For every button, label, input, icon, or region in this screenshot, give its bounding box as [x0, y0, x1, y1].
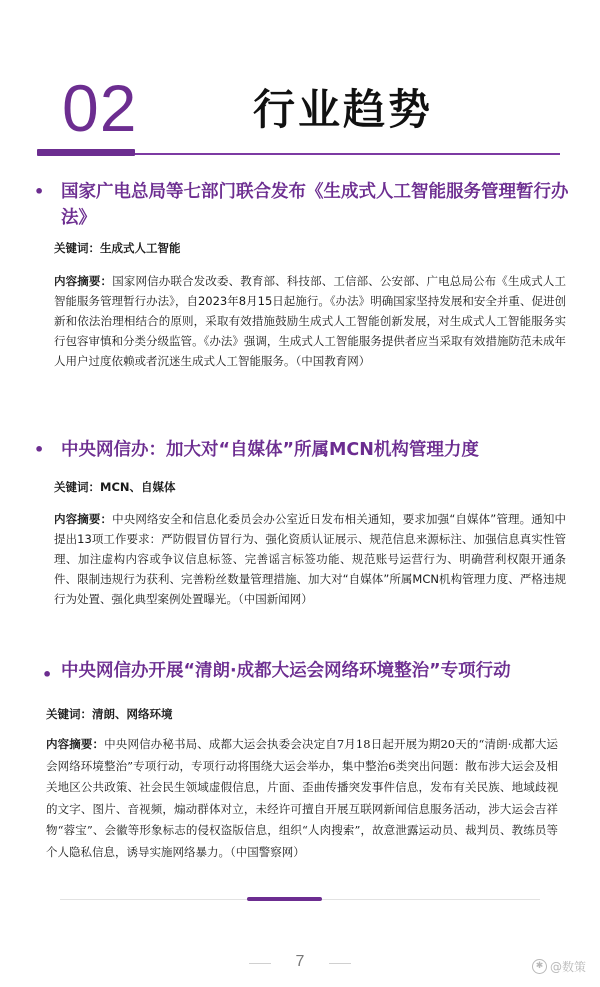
watermark — [532, 958, 586, 975]
abstract-text: 中央网络安全和信息化委员会办公室近日发布相关通知，要求加强“自媒体”管理。通知中提出13项工作要求：严防假冒仿冒行为、强化资质认证展示、规范信息来源标注、加强信息真实性管理、加注虚构内容或争议信息标签、完善谣言标签功能、规范账号运营行为、明确营利权限开通条件、限制违规行为获利、完善粉丝数量管理措施、加大对“自媒体”所属MCN机构管理力度、严格违规行为处置、强化典型案例处置曝光。（中国新闻网） — [54, 512, 566, 606]
keywords-row — [46, 705, 173, 723]
content-abstract — [46, 734, 558, 863]
news-title: 中央网信办开展“清朗·成都大运会网络环境整治”专项行动 — [61, 661, 511, 681]
news-title: 国家广电总局等七部门联合发布《生成式人工智能服务管理暂行办法》 — [61, 182, 569, 228]
content-abstract — [54, 271, 566, 371]
section-number: 02 — [62, 71, 138, 145]
keywords-value: 生成式人工智能 — [100, 241, 181, 255]
abstract-text: 国家网信办联合发改委、教育部、科技部、工信部、公安部、广电总局公布《生成式人工智能服务管理暂行办法》，自2023年8月15日起施行。《办法》明确国家坚持发展和安全并重、促进创新和依法治理相结合的原则，采取有效措施鼓励生成式人工智能创新发展，对生成式人工智能服务实行包容审慎和分类分级监管。《办法》强调，生成式人工智能服务提供者应当采取有效措施防范未成年人用户过度依赖或者沉迷生成式人工智能服务。（中国教育网） — [54, 274, 567, 368]
watermark-icon: ✱ — [532, 959, 547, 974]
bullet-icon: • — [34, 182, 45, 201]
abstract-label: 内容摘要： — [46, 737, 105, 751]
abstract-label: 内容摘要： — [54, 274, 113, 288]
header-rule-accent — [37, 149, 135, 156]
keywords-label: 关键词： — [54, 480, 100, 494]
bullet-icon: • — [34, 440, 45, 459]
page-dash-right — [329, 963, 351, 964]
abstract-text: 中央网信办秘书局、成都大运会执委会决定自7月18日起开展为期20天的“清朗·成都大运会网络环境整治”专项行动，专项行动将围绕大运会举办，集中整治6类突出问题：散布涉大运会及相关地区公共政策、社会民生领域虚假信息，片面、歪曲传播突发事件信息，发布有关民族、地域歧视的文字、图片、音视频，煽动群体对立，未经许可擅自开展互联网新闻信息服务活动，涉大运会吉祥物“蓉宝”、会徽等形象标志的侵权盗版信息，组织“人肉搜索”，故意泄露运动员、裁判员、教练员等个人隐私信息，诱导实施网络暴力。（中国警察网） — [46, 737, 558, 859]
keywords-row — [54, 478, 176, 496]
keywords-label: 关键词： — [54, 241, 100, 255]
bullet-icon: • — [42, 665, 53, 684]
keywords-value: MCN、自媒体 — [100, 480, 176, 494]
keywords-value: 清朗、网络环境 — [92, 707, 173, 721]
keywords-label: 关键词： — [46, 707, 92, 721]
section-title: 行业趋势 — [253, 85, 434, 134]
news-title: 中央网信办：加大对“自媒体”所属MCN机构管理力度 — [61, 440, 479, 460]
content-abstract — [54, 509, 566, 609]
footer-accent-bar — [247, 897, 322, 901]
abstract-label: 内容摘要： — [54, 512, 113, 526]
keywords-row — [54, 239, 181, 257]
page-number: 7 — [295, 953, 305, 970]
watermark-text: @数策 — [549, 960, 586, 974]
